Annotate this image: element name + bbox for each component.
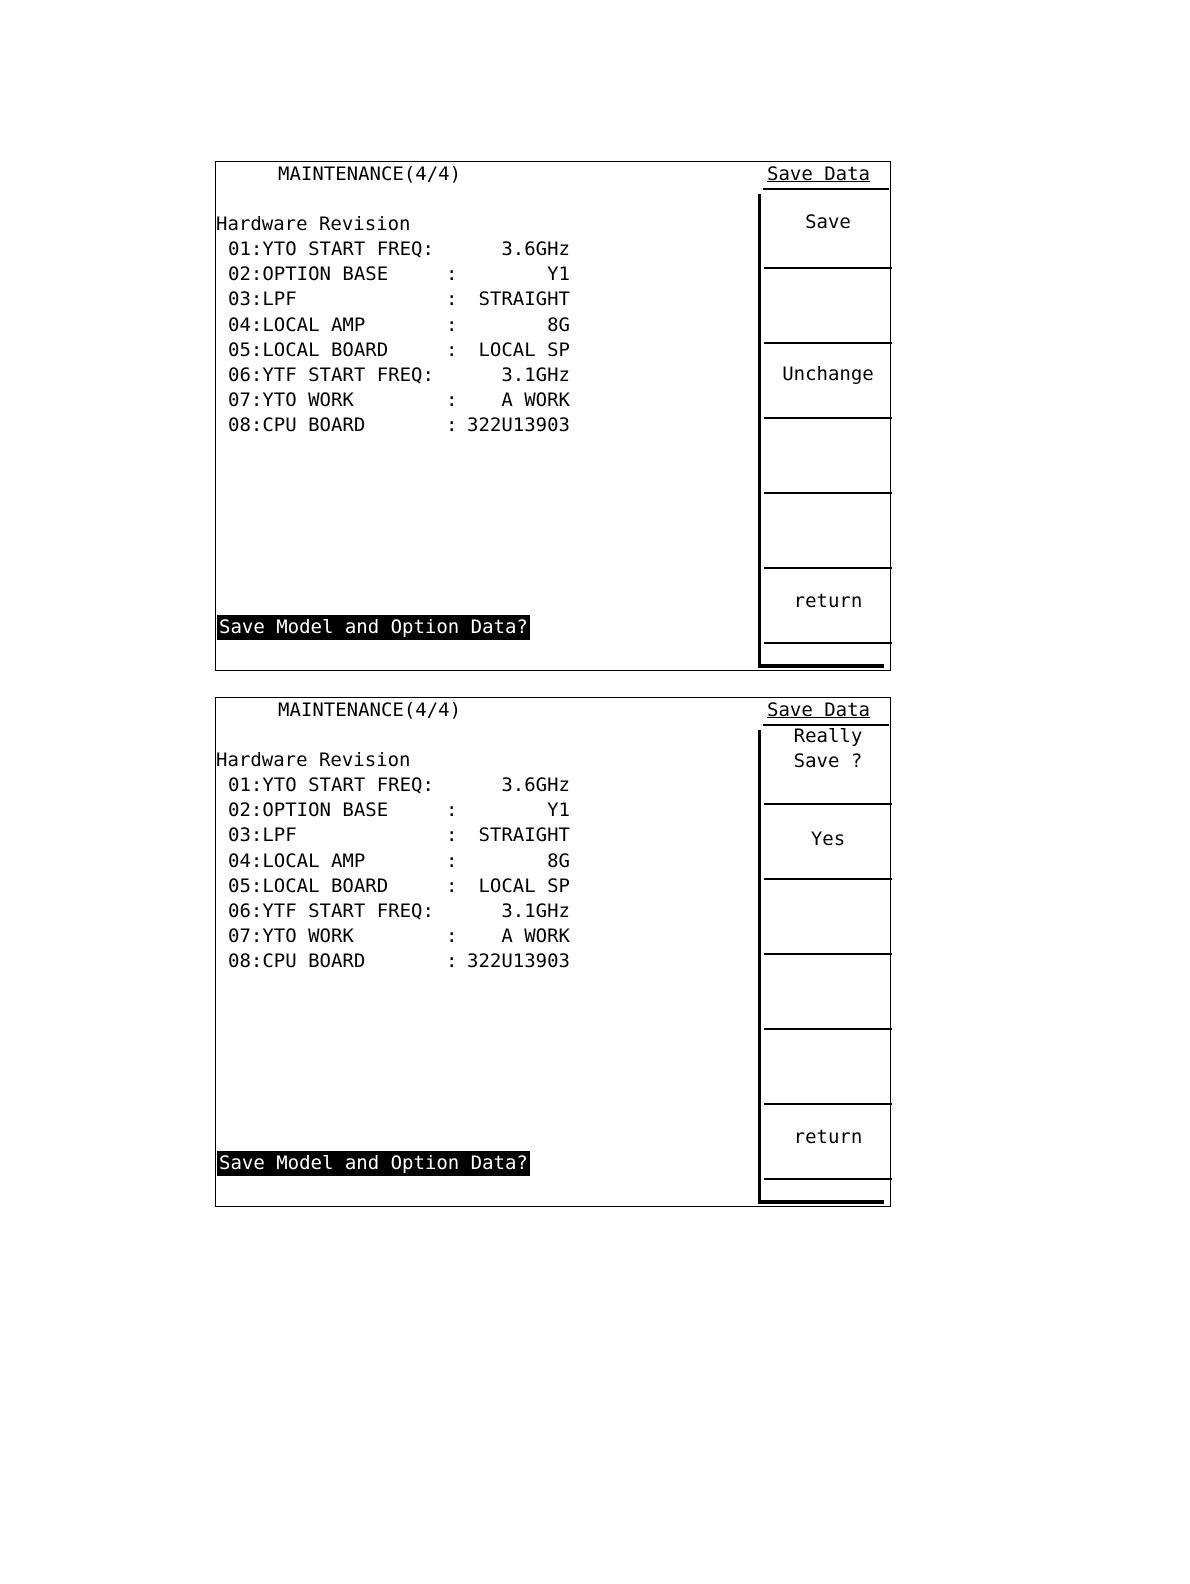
softkey-label: Yes: [810, 828, 846, 850]
row-label: 04:LOCAL AMP: [228, 849, 366, 872]
softkey-label-2: Save ?: [793, 750, 863, 772]
row-label: 03:LPF: [228, 288, 297, 311]
menu-title-divider: [763, 188, 889, 190]
row-value: STRAIGHT: [478, 288, 570, 311]
softkey-label: Save: [805, 211, 851, 233]
row-colon: :: [446, 849, 458, 872]
row-label: 02:OPTION BASE: [228, 263, 389, 286]
row-label: 08:CPU BOARD: [228, 414, 366, 437]
row-label: 06:YTF START FREQ:: [228, 363, 434, 386]
softkey-blank-2[interactable]: [764, 269, 892, 344]
row-colon: :: [446, 799, 458, 822]
row-value: Y1: [547, 799, 570, 822]
row-value: 8G: [547, 313, 570, 336]
softkey-label: Unchange: [782, 363, 874, 385]
softkey-save[interactable]: [764, 194, 892, 269]
softkey-blank-5[interactable]: [764, 1030, 892, 1105]
softkey-unchange[interactable]: [764, 344, 892, 419]
softkey-panel-base: [758, 664, 884, 668]
row-colon: :: [446, 263, 458, 286]
row-label: 06:YTF START FREQ:: [228, 899, 434, 922]
softkey-panel: [758, 194, 890, 668]
softkey-really-save: [764, 725, 892, 805]
row-value: STRAIGHT: [478, 824, 570, 847]
softkey-panel: [758, 725, 890, 1204]
row-value: 3.1GHz: [501, 899, 570, 922]
row-value: LOCAL SP: [478, 338, 570, 361]
screen-title: MAINTENANCE(4/4): [278, 163, 462, 185]
row-label: 08:CPU BOARD: [228, 950, 366, 973]
menu-title: Save Data: [767, 699, 870, 721]
row-colon: :: [446, 925, 458, 948]
row-value: LOCAL SP: [478, 874, 570, 897]
row-label: 07:YTO WORK: [228, 389, 354, 412]
row-value: 8G: [547, 849, 570, 872]
softkey-label: return: [793, 1126, 863, 1148]
row-value: A WORK: [501, 925, 570, 948]
softkey-blank-5[interactable]: [764, 494, 892, 569]
row-label: 07:YTO WORK: [228, 925, 354, 948]
row-label: 05:LOCAL BOARD: [228, 874, 389, 897]
row-label: 05:LOCAL BOARD: [228, 338, 389, 361]
maintenance-screen-2: [215, 697, 891, 1207]
row-colon: :: [446, 414, 458, 437]
save-prompt: Save Model and Option Data?: [219, 616, 528, 638]
row-label: 01:YTO START FREQ:: [228, 774, 434, 796]
row-colon: :: [446, 288, 458, 311]
softkey-return[interactable]: [764, 569, 892, 644]
save-prompt: Save Model and Option Data?: [219, 1152, 528, 1174]
row-colon: :: [446, 313, 458, 336]
softkey-blank-3[interactable]: [764, 880, 892, 955]
softkey-label: Really: [793, 725, 863, 747]
row-value: 3.6GHz: [501, 238, 570, 260]
section-heading: Hardware Revision: [216, 749, 411, 771]
softkey-return[interactable]: [764, 1105, 892, 1180]
row-value: A WORK: [501, 389, 570, 412]
screen-title: MAINTENANCE(4/4): [278, 699, 462, 721]
softkey-panel-base: [758, 1200, 884, 1204]
maintenance-screen-1: [215, 161, 891, 671]
row-label: 04:LOCAL AMP: [228, 313, 366, 336]
row-value: 322U13903: [467, 950, 570, 973]
row-colon: :: [446, 874, 458, 897]
row-colon: :: [446, 950, 458, 973]
row-colon: :: [446, 338, 458, 361]
softkey-blank-4[interactable]: [764, 955, 892, 1030]
row-value: 3.6GHz: [501, 774, 570, 796]
row-label: 02:OPTION BASE: [228, 799, 389, 822]
softkey-yes[interactable]: [764, 805, 892, 880]
row-value: 3.1GHz: [501, 363, 570, 386]
row-colon: :: [446, 389, 458, 412]
row-value: Y1: [547, 263, 570, 286]
menu-title: Save Data: [767, 163, 870, 185]
row-label: 03:LPF: [228, 824, 297, 847]
row-colon: :: [446, 824, 458, 847]
row-label: 01:YTO START FREQ:: [228, 238, 434, 260]
softkey-label: return: [793, 590, 863, 612]
row-value: 322U13903: [467, 414, 570, 437]
section-heading: Hardware Revision: [216, 213, 411, 235]
softkey-blank-4[interactable]: [764, 419, 892, 494]
